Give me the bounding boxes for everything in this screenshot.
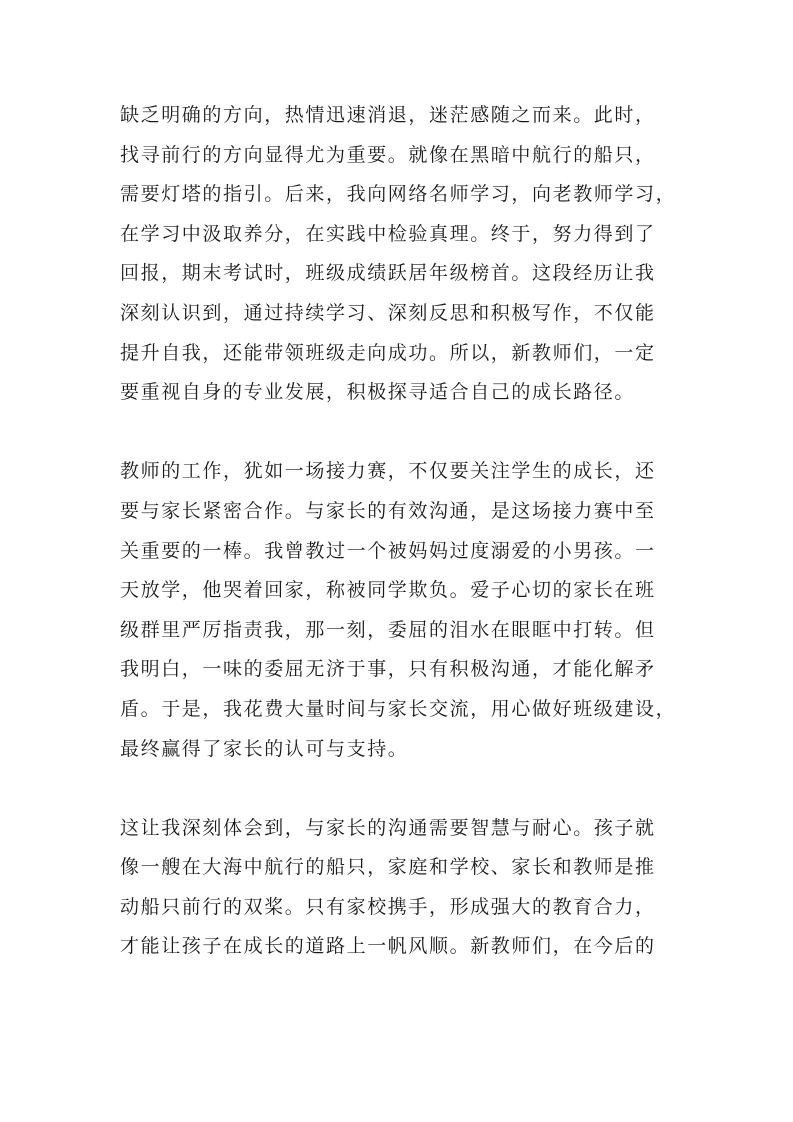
text-line: 要与家长紧密合作。与家长的有效沟通，是这场接力赛中至: [120, 499, 656, 522]
paragraph-2: [120, 452, 676, 769]
text-line: 级群里严厉指责我，那一刻，委屈的泪水在眼眶中打转。但: [120, 618, 656, 641]
text-line: 动船只前行的双桨。只有家校携手，形成强大的教育合力，: [120, 895, 656, 918]
text-line: 回报，期末考试时，班级成绩跃居年级榜首。这段经历让我: [120, 262, 656, 285]
text-line: 最终赢得了家长的认可与支持。: [120, 737, 409, 760]
text-line: 我明白，一味的委屈无济于事，只有积极沟通，才能化解矛: [120, 658, 656, 681]
paragraph-spacer: [120, 769, 676, 809]
paragraph-3: [120, 809, 676, 967]
text-line: 深刻认识到，通过持续学习、深刻反思和积极写作，不仅能: [120, 301, 656, 324]
text-line: 关重要的一棒。我曾教过一个被妈妈过度溺爱的小男孩。一: [120, 539, 656, 562]
text-line: 要重视自身的专业发展，积极探寻适合自己的成长路径。: [120, 381, 636, 404]
text-line: 这让我深刻体会到，与家长的沟通需要智慧与耐心。孩子就: [120, 816, 656, 839]
text-line: 天放学，他哭着回家，称被同学欺负。爱子心切的家长在班: [120, 579, 656, 602]
text-line: 盾。于是，我花费大量时间与家长交流，用心做好班级建设，: [120, 697, 677, 720]
paragraph-1: [120, 96, 676, 413]
text-line: 像一艘在大海中航行的船只，家庭和学校、家长和教师是推: [120, 856, 656, 879]
paragraph-spacer: [120, 413, 676, 453]
text-line: 需要灯塔的指引。后来，我向网络名师学习，向老教师学习，: [120, 183, 677, 206]
text-line: 才能让孩子在成长的道路上一帆风顺。新教师们，在今后的: [120, 935, 656, 958]
text-line: 缺乏明确的方向，热情迅速消退，迷茫感随之而来。此时，: [120, 104, 656, 126]
text-line: 在学习中汲取养分，在实践中检验真理。终于，努力得到了: [120, 222, 656, 245]
document-body: [120, 96, 676, 967]
text-line: 提升自我，还能带领班级走向成功。所以，新教师们，一定: [120, 341, 656, 364]
text-line: 教师的工作，犹如一场接力赛，不仅要关注学生的成长，还: [120, 460, 656, 483]
text-line: 找寻前行的方向显得尤为重要。就像在黑暗中航行的船只，: [120, 143, 656, 166]
